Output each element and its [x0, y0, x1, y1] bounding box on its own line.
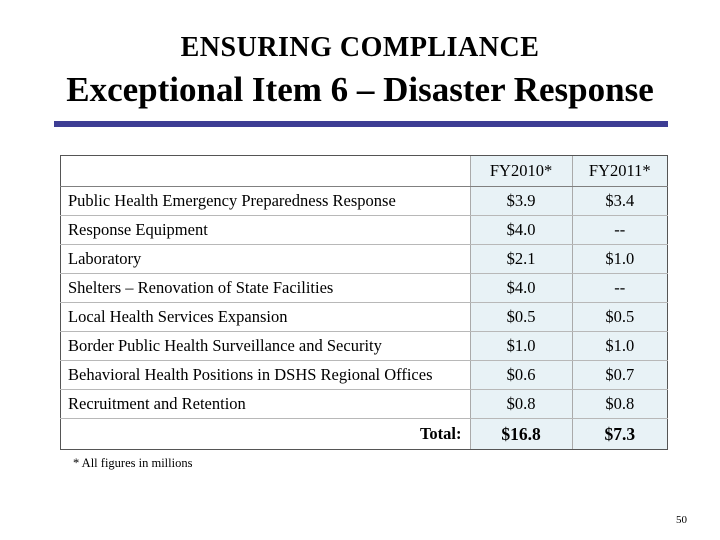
fy2010-value: $2.1: [470, 245, 572, 274]
total-label: Total:: [61, 419, 471, 450]
fy2010-value: $0.8: [470, 390, 572, 419]
total-fy2011-value: $7.3: [572, 419, 667, 450]
fy2011-value: --: [572, 274, 667, 303]
total-fy2010-value: $16.8: [470, 419, 572, 450]
fy2011-value: $1.0: [572, 332, 667, 361]
table-row: [61, 332, 668, 361]
header-blank-cell: [61, 156, 471, 187]
fy2011-value: $3.4: [572, 187, 667, 216]
table-row: [61, 303, 668, 332]
column-header-fy2011: FY2011*: [572, 156, 667, 187]
row-label: Public Health Emergency Preparedness Response: [61, 187, 471, 216]
slide-title: ENSURING COMPLIANCE: [180, 32, 540, 63]
footnote: * All figures in millions: [73, 456, 193, 470]
row-label: Response Equipment: [61, 216, 471, 245]
table-row: [61, 187, 668, 216]
fy2011-value: $0.5: [572, 303, 667, 332]
row-label: Laboratory: [61, 245, 471, 274]
fy2011-value: --: [572, 216, 667, 245]
table-header-row: [61, 156, 668, 187]
fy2010-value: $4.0: [470, 274, 572, 303]
budget-table: [60, 155, 668, 450]
fy2011-value: $0.7: [572, 361, 667, 390]
table-row: [61, 274, 668, 303]
page-number: 50: [676, 514, 687, 526]
fy2010-value: $4.0: [470, 216, 572, 245]
title-divider: [54, 121, 668, 127]
column-header-fy2010: FY2010*: [470, 156, 572, 187]
row-label: Recruitment and Retention: [61, 390, 471, 419]
table-row: [61, 361, 668, 390]
fy2010-value: $3.9: [470, 187, 572, 216]
total-row: [61, 419, 668, 450]
fy2011-value: $1.0: [572, 245, 667, 274]
fy2011-value: $0.8: [572, 390, 667, 419]
fy2010-value: $0.6: [470, 361, 572, 390]
fy2010-value: $1.0: [470, 332, 572, 361]
row-label: Border Public Health Surveillance and Security: [61, 332, 471, 361]
row-label: Local Health Services Expansion: [61, 303, 471, 332]
table-row: [61, 216, 668, 245]
table-row: [61, 390, 668, 419]
row-label: Behavioral Health Positions in DSHS Regional Offices: [61, 361, 471, 390]
fy2010-value: $0.5: [470, 303, 572, 332]
row-label: Shelters – Renovation of State Facilities: [61, 274, 471, 303]
table-row: [61, 245, 668, 274]
slide-subtitle: Exceptional Item 6 – Disaster Response: [66, 70, 654, 109]
